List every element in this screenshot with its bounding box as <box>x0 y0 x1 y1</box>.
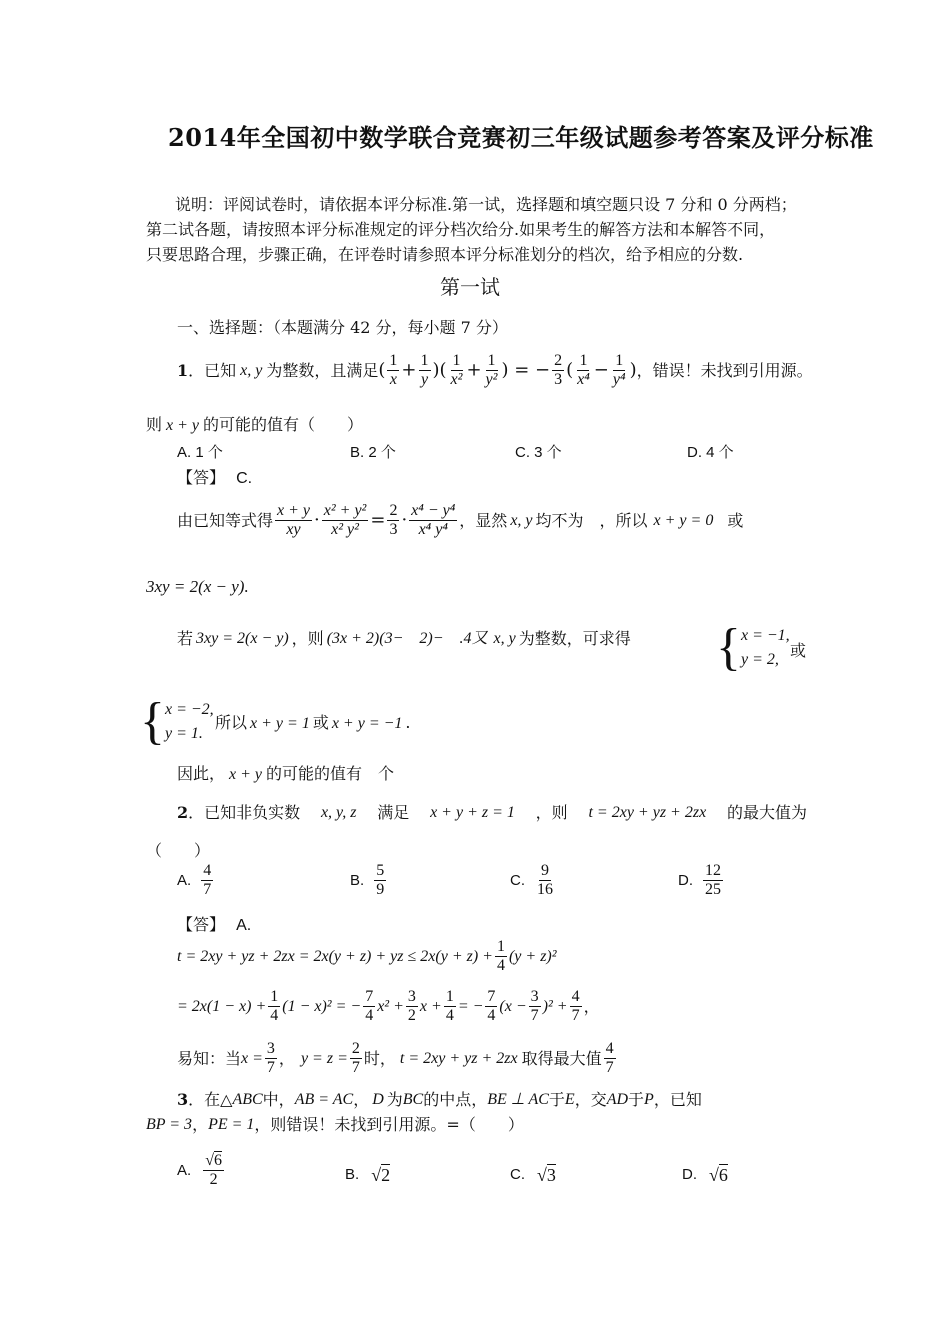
intro-line-3: 只要思路合理，步骤正确，在评卷时请参照本评分标准划分的档次，给予相应的分数. <box>146 245 744 264</box>
q1-sol3-vars: x, y <box>493 630 516 647</box>
q1-sol1-xy0: x + y = 0 <box>653 511 714 529</box>
q2-answer-label: 【答】 <box>177 915 226 934</box>
q2-solution-3: 易知：当 x = $\frac{3}{7}$ ， y = z = $\frac{2}{7}$ 时， t = 2xy + yz + 2zx 取得最大值 $\frac{4}{7}$ <box>177 1040 614 1076</box>
q1-sol3-b: ，则 <box>291 629 324 648</box>
q2-sol1: t = 2xy + yz + 2zx = 2x(y + z) + yz ≤ 2x(y + z) + <box>177 947 493 965</box>
q1-stem-c: 则 <box>146 415 163 434</box>
q1-sol5-xy: x + y <box>229 766 263 783</box>
q3-stem-1: 3 ．在△ ABC 中， AB = AC ， D 为 BC 的中点， BE ⊥ AC 于 E ，交 AD 于 P ，已知 <box>177 1090 702 1109</box>
q1-option-d: D. 4 个 <box>687 444 734 461</box>
q1-solution-5 <box>177 763 394 786</box>
q2-answer-value: A. <box>236 917 252 934</box>
q1-stem-2 <box>146 414 363 437</box>
q1-sol1-vars: x, y <box>510 511 533 529</box>
q2-option-d: D. $\frac{12}{25}$ <box>678 862 721 898</box>
q1-sol4-b: x + y = 1 <box>250 715 310 732</box>
q1-solution-3 <box>177 628 631 650</box>
q1-sys2-line1: x = −2, <box>164 701 214 718</box>
q3-option-c: C. √3 <box>510 1165 556 1185</box>
q2-stem-c: ，则 <box>535 803 568 822</box>
q2-stem-b: 满足 <box>377 803 410 822</box>
q3-option-b: B. √2 <box>345 1165 391 1185</box>
q1-sol1-d: 或 <box>727 510 744 530</box>
intro-line-2: 第二试各题，请按照本评分标准规定的评分档次给分.如果考生的解答方法和本解答不同， <box>146 220 776 239</box>
q1-sys1-line1: x = −1, <box>740 627 790 644</box>
q1-sol5-a: 因此， <box>177 764 226 783</box>
q2-expression: t = 2xy + yz + 2zx <box>588 804 707 821</box>
q2-stem-d: 的最大值为 <box>726 803 807 822</box>
q1-stem <box>177 352 813 389</box>
q2-option-c: C. $\frac{9}{16}$ <box>510 862 553 898</box>
q1-answer-label: 【答】 <box>177 468 226 487</box>
q2-option-b: B. $\frac{5}{9}$ <box>350 862 385 898</box>
intro-line-1: 说明：评阅试卷时，请依据本评分标准.第一试，选择题和填空题只设 7 分和 0 分两档； <box>175 195 797 214</box>
q1-error-ref: ，错误！未找到引用源。 <box>636 360 813 380</box>
q1-sol1-a: 由已知等式得 <box>177 510 274 530</box>
q2-vars: x, y, z <box>320 804 357 821</box>
q1-sol1-eq: $\frac{x + y}{xy}$ · $\frac{\text{x² + y²}}{\text{x² y²}}$ = $\frac{2}{3}$ · $\frac{\text{x⁴ − y⁴}}{\text{x⁴ y⁴}}$ <box>277 502 456 538</box>
q2-answer <box>177 914 251 937</box>
q2-solution-1: t = 2xy + yz + 2zx = 2x(y + z) + yz ≤ 2x(y + z) + $\frac{1}{4}$ (y + z)² <box>177 938 557 974</box>
q1-sol3-e: 或 <box>790 641 807 660</box>
q1-system-1 <box>716 619 790 676</box>
q1-sol3-c: (3x + 2)(3− 2)− .4又 <box>326 630 488 647</box>
q1-xy: x + y <box>166 417 200 434</box>
q1-option-b: B. 2 个 <box>350 444 396 461</box>
q1-sol4-a: 所以 <box>215 713 248 732</box>
q3-option-d: D. √6 <box>682 1165 728 1185</box>
q1-stem-a: ．已知 <box>188 360 237 380</box>
q2-sol1-end: (y + z)² <box>508 947 557 965</box>
q2-condition: x + y + z = 1 <box>430 804 515 821</box>
q3-option-a: A. $\frac{√6}{2}$ <box>177 1152 222 1188</box>
q1-sys1-line2: y = 2, <box>740 651 779 668</box>
section-title: 第一试 <box>440 275 500 299</box>
q1-stem-b: 为整数，且满足 <box>266 360 379 380</box>
q3-number: 3 <box>177 1090 189 1109</box>
q1-sol4-d: x + y = −1 <box>331 715 403 732</box>
q3-stem-2: BP = 3 ， PE = 1 ，则错误！未找到引用源。=（ ） <box>146 1115 524 1134</box>
part1-heading: 一、选择题：（本题满分 42 分，每小题 7 分） <box>177 318 508 337</box>
left-brace-icon: { <box>716 619 741 676</box>
q2-stem <box>177 802 807 824</box>
q1-sol3-d: 为整数，可求得 <box>518 629 631 648</box>
page-title: 2014年全国初中数学联合竞赛初三年级试题参考答案及评分标准 <box>168 123 874 152</box>
q2-option-a: A. $\frac{4}{7}$ <box>177 862 212 898</box>
q1-sol4-c: 或 <box>312 713 329 732</box>
q2-paren: （ ） <box>146 841 211 860</box>
q1-number: 1 <box>177 360 189 380</box>
q1-sys2-line2: y = 1. <box>164 725 203 742</box>
q1-solution-2: 3xy = 2(x − y). <box>146 577 249 596</box>
q1-option-a: A. 1 个 <box>177 444 223 461</box>
q2-number: 2 <box>177 803 189 822</box>
q1-sol1-b: ，显然 <box>459 510 508 530</box>
q1-solution-1 <box>177 502 743 539</box>
left-brace-icon: { <box>140 693 165 750</box>
q1-answer <box>177 467 252 490</box>
q1-sol3-eq: 3xy = 2(x − y) <box>196 630 289 647</box>
q1-answer-value: C. <box>236 470 253 487</box>
q1-vars: x, y <box>240 361 263 379</box>
q2-solution-2: = 2x(1 − x) + $\frac{1}{4}$ (1 − x)² = − $\frac{7}{4}$ x² + $\frac{3}{2}$ x + $\frac{1}{4}$ = − $\frac{7}{4}$ (x − $\frac{3}{7}$ )² + $\frac{4}{7}$ ， <box>177 988 600 1024</box>
q1-sol5-b: 的可能的值有 个 <box>266 764 395 783</box>
q1-equation: ( $\frac{1}{x}$ + $\frac{1}{y}$ )( $\frac{1}{\text{x²}}$ + $\frac{1}{\text{y²}}$ ) = − $\frac{2}{3}$ ( $\frac{1}{\text{x⁴}}$ − $\frac{1}{\text{y⁴}}$ ) <box>378 352 637 388</box>
q1-solution-4: 所以 x + y = 1 或 x + y = −1 . <box>215 713 411 732</box>
q2-stem-a: ．已知非负实数 <box>188 803 301 822</box>
q1-sol3-a: 若 <box>177 629 194 648</box>
q1-system-2 <box>140 693 214 750</box>
q1-stem-d: 的可能的值有（ ） <box>203 415 364 434</box>
q1-option-c: C. 3 个 <box>515 444 562 461</box>
q1-sol1-c: 均不为 ，所以 <box>535 510 648 530</box>
